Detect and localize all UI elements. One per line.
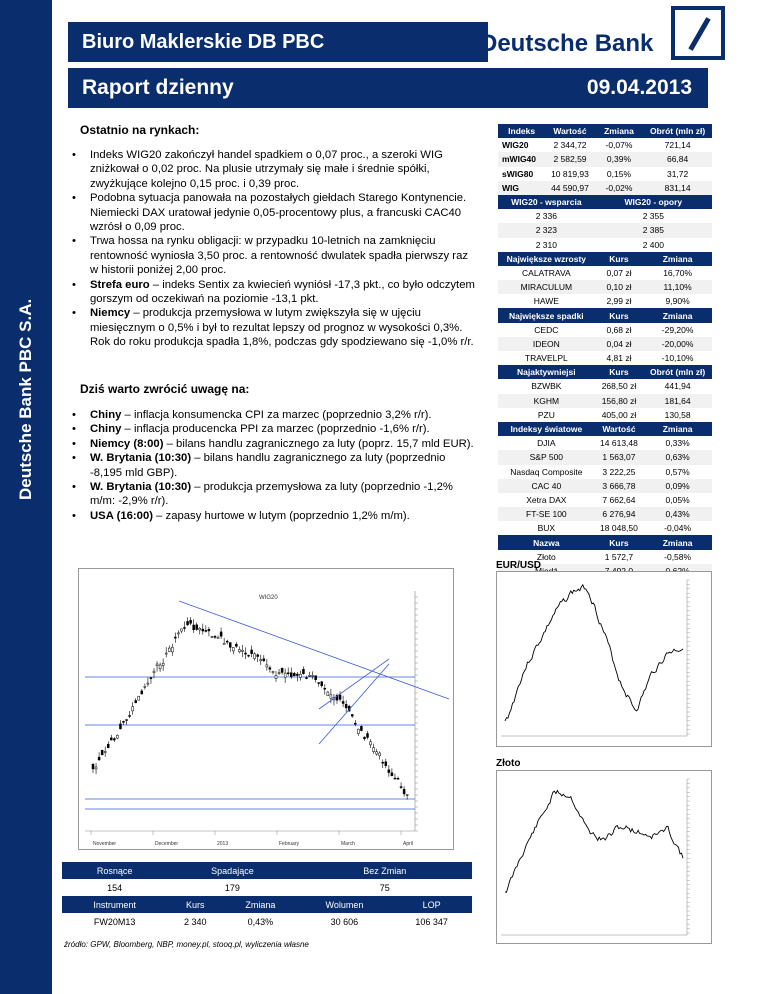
world-index-cell: DJIA (537, 438, 556, 449)
gainer-cell: MIRACULUM (498, 280, 595, 294)
candle-body (302, 669, 304, 673)
candle-body (98, 757, 100, 760)
world-index-cell: 3 222,25 (602, 466, 636, 477)
candle-body (278, 673, 280, 674)
index-cell: 0,39% (595, 152, 644, 166)
today-item: • Chiny – inflacja producencka PPI za marzec (poprzednio -1,6% r/r). (78, 422, 478, 436)
index-cell: 31,72 (666, 168, 689, 179)
candle-body (287, 673, 289, 674)
company-header (68, 22, 488, 62)
candle-body (147, 683, 149, 684)
table-header: Zmiana (643, 535, 712, 549)
markets-heading: Ostatnio na rynkach: (80, 123, 200, 137)
world-index-cell: CAC 40 (498, 479, 595, 493)
candle-body (101, 750, 103, 755)
candle-body (141, 691, 143, 694)
world-index-cell: 3 666,78 (595, 479, 644, 493)
futures-value: FW20M13 (93, 916, 136, 927)
candle-body (281, 668, 283, 672)
gainer-cell: 0,10 zł (595, 280, 644, 294)
month-label: February (279, 841, 300, 847)
candle-body (238, 650, 240, 652)
commodity-cell: -0,58% (664, 551, 692, 562)
world-index-cell: 0,09% (643, 479, 712, 493)
futures-header: Instrument (62, 896, 167, 913)
month-label: 2013 (217, 841, 229, 847)
active-cell: PZU (537, 409, 555, 420)
gainer-cell: 2,99 zł (606, 296, 632, 307)
candle-body (388, 770, 390, 773)
candle-body (126, 720, 128, 721)
candle-body (153, 671, 155, 673)
table-header: Zmiana (643, 308, 712, 322)
candle-body (382, 762, 384, 763)
table-header: Wartość (545, 124, 594, 138)
candle-body (296, 674, 298, 675)
candle-body (113, 739, 115, 740)
candle-body (299, 674, 301, 677)
market-bullet: • Strefa euro – indeks Sentix za kwiecień wyniósł -17,3 pkt., co było odczytem gorszym od oczekiwań na poziomie -13,1 pkt. (78, 278, 478, 307)
active-cell: 405,00 zł (601, 409, 637, 420)
candle-body (260, 659, 262, 660)
futures-header: Kurs (167, 896, 223, 913)
candle-body (345, 704, 347, 708)
candle-body (220, 632, 222, 636)
futures-header: Zmiana (223, 896, 297, 913)
table-header: Największe wzrosty (498, 252, 595, 266)
candle-body (312, 675, 314, 676)
candle-body (306, 678, 308, 679)
candle-body (370, 742, 372, 745)
candle-body (232, 647, 234, 651)
world-index-cell: 0,57% (665, 466, 690, 477)
candle-body (190, 620, 192, 623)
candle-body (254, 654, 256, 659)
candle-body (391, 773, 393, 776)
candle-body (123, 721, 125, 722)
loser-cell: 4,81 zł (606, 353, 632, 364)
market-bullet: • Indeks WIG20 zakończył handel spadkiem o 0,07 proc., a szeroki WIG zniżkował o 0,02 proc. Na plusie utrzymały się małe i średnie spółki, zwyżkujące kolejno 0,15 proc. i 0,39 proc. (78, 148, 478, 191)
trend-line (319, 664, 389, 744)
side-label: Deutsche Bank PBC S.A. (16, 298, 35, 500)
index-cell: 2 582,59 (545, 152, 594, 166)
futures-value: 0,43% (247, 916, 274, 927)
index-cell: 44 590,97 (545, 181, 594, 195)
futures-value: 2 340 (184, 916, 207, 927)
table-header: WIG20 - opory (595, 195, 712, 209)
active-cell: 156,80 zł (595, 394, 644, 408)
active-cell: BZWBK (531, 381, 562, 392)
table-header: Nazwa (498, 535, 595, 549)
world-index-cell: Xetra DAX (526, 494, 567, 505)
world-index-cell: FT-SE 100 (498, 507, 595, 521)
candle-body (269, 668, 271, 670)
candle-body (330, 695, 332, 698)
candle-body (205, 630, 207, 631)
candle-body (226, 641, 228, 642)
index-cell: 0,15% (606, 168, 632, 179)
loser-cell: 0,04 zł (595, 337, 644, 351)
zloto-label: Złoto (496, 758, 521, 769)
candle-body (315, 676, 317, 680)
eurusd-chart (496, 571, 712, 747)
candle-body (272, 672, 274, 673)
wig20-candlestick-chart (79, 569, 455, 851)
markets-bullet-list (78, 148, 478, 350)
candle-body (284, 673, 286, 677)
candle-body (162, 663, 164, 665)
candle-body (95, 767, 97, 769)
active-cell: 441,94 (664, 381, 691, 392)
table-header: Najaktywniejsi (498, 365, 595, 379)
candle-body (92, 764, 94, 769)
loser-cell: -29,20% (661, 324, 694, 335)
index-cell: 66,84 (643, 152, 712, 166)
candle-body (351, 714, 353, 716)
candle-body (208, 629, 210, 631)
candle-body (266, 665, 268, 667)
candle-body (363, 737, 365, 739)
stat-header: Rosnące (62, 862, 167, 879)
index-cell: -0,02% (595, 181, 644, 195)
month-label: December (155, 841, 179, 847)
active-cell: KGHM (498, 394, 595, 408)
candle-body (357, 729, 359, 733)
stat-header: Spadające (167, 862, 297, 879)
loser-cell: -10,10% (661, 353, 694, 364)
candle-body (251, 650, 253, 654)
candle-body (211, 636, 213, 637)
company-name: Biuro Maklerskie DB PBC (82, 31, 325, 53)
today-item: • W. Brytania (10:30) – produkcja przemysłowa za luty (poprzednio -1,2% m/m: -2,9% r/r). (78, 480, 478, 509)
market-data-table (498, 124, 712, 635)
support-cell: 2 400 (642, 239, 664, 250)
candle-body (116, 735, 118, 738)
candle-body (376, 752, 378, 754)
active-cell: 268,50 zł (601, 381, 637, 392)
gainer-cell: 0,07 zł (606, 267, 632, 278)
candle-body (406, 794, 408, 795)
month-label: November (93, 841, 117, 847)
candle-body (193, 625, 195, 630)
stat-value: 179 (224, 882, 240, 893)
candle-body (400, 787, 402, 788)
month-label: March (341, 841, 355, 847)
market-bullet: • Niemcy – produkcja przemysłowa w lutym zwiększyła się w ujęciu miesięcznym o 0,5% i był to rezultat lepszy od prognoz w wysokości 0,3%. Rok do roku produkcja spadła 1,8%, podczas gdy spodziewano się -1,0% r/r. (78, 306, 478, 349)
candle-body (241, 650, 243, 651)
gainer-cell: HAWE (533, 296, 559, 307)
world-index-cell: 0,43% (643, 507, 712, 521)
candle-body (107, 744, 109, 748)
gainer-cell: 16,70% (663, 267, 693, 278)
candle-body (214, 636, 216, 637)
candle-body (110, 738, 112, 740)
table-header: Kurs (595, 535, 644, 549)
index-cell: WIG20 (502, 140, 529, 151)
active-cell: 181,64 (643, 394, 712, 408)
index-cell: -0,07% (605, 140, 633, 151)
candle-body (168, 648, 170, 651)
candle-body (360, 726, 362, 730)
gainer-cell: 11,10% (643, 280, 712, 294)
price-line (505, 585, 683, 721)
today-item: • Niemcy (8:00) – bilans handlu zagranicznego za luty (poprz. 15,7 mld EUR). (78, 437, 478, 451)
table-header: Obrót (mln zł) (643, 365, 712, 379)
candle-body (339, 695, 341, 699)
today-item: • Chiny – inflacja konsumencka CPI za marzec (poprzednio 3,2% r/r). (78, 408, 478, 422)
world-index-cell: 18 048,50 (600, 523, 638, 534)
index-cell: 721,14 (664, 140, 691, 151)
candle-body (223, 643, 225, 644)
candle-body (135, 700, 137, 702)
world-index-cell: 0,33% (665, 438, 690, 449)
candle-body (129, 715, 131, 716)
table-header: Zmiana (643, 252, 712, 266)
report-title-bar (68, 68, 708, 108)
candle-body (184, 627, 186, 628)
candle-body (248, 655, 250, 656)
world-index-cell: 0,05% (665, 494, 690, 505)
world-index-cell: BUX (537, 523, 556, 534)
today-heading: Dziś warto zwrócić uwagę na: (80, 382, 250, 396)
world-index-cell: 6 276,94 (595, 507, 644, 521)
side-bar (0, 0, 52, 994)
table-header: Kurs (595, 365, 644, 379)
zloto-chart (496, 770, 712, 944)
table-header: WIG20 - wsparcia (498, 195, 595, 209)
index-cell: sWIG80 (502, 168, 534, 179)
candle-body (144, 686, 146, 687)
candle-body (196, 625, 198, 630)
loser-cell: CEDC (534, 324, 559, 335)
active-cell: 130,58 (664, 409, 691, 420)
table-header: Indeksy światowe (498, 422, 595, 436)
world-index-cell: 14 613,48 (600, 438, 638, 449)
brand-name: Deutsche Bank (480, 30, 654, 57)
candle-body (327, 692, 329, 696)
today-item: • W. Brytania (10:30) – bilans handlu zagranicznego za luty (poprzednio -8,195 mld GBP). (78, 451, 478, 480)
futures-value: 106 347 (415, 916, 448, 927)
candle-body (290, 673, 292, 677)
candle-body (229, 643, 231, 648)
candle-body (165, 653, 167, 654)
support-cell: 2 323 (498, 223, 595, 237)
futures-header: Wolumen (298, 896, 392, 913)
candle-body (156, 664, 158, 666)
world-index-cell: 0,63% (643, 450, 712, 464)
world-index-cell: -0,04% (664, 523, 692, 534)
world-index-cell: 7 662,64 (602, 494, 636, 505)
world-index-cell: S&P 500 (498, 450, 595, 464)
candle-body (257, 655, 259, 657)
table-header: Największe spadki (498, 308, 595, 322)
session-stats-table (62, 862, 472, 930)
commodity-cell: Złoto (536, 551, 556, 562)
zloto-line-chart (497, 771, 713, 945)
candle-body (263, 659, 265, 661)
candle-body (150, 678, 152, 679)
table-header: Indeks (498, 124, 545, 138)
commodity-cell: 1 572,7 (604, 551, 634, 562)
candle-body (217, 637, 219, 638)
price-line (505, 791, 683, 893)
candle-body (174, 637, 176, 638)
index-cell: 2 344,72 (553, 140, 587, 151)
candle-body (321, 682, 323, 686)
candle-body (342, 701, 344, 703)
market-bullet: • Podobna sytuacja panowała na pozostałych giełdach Starego Kontynencie. Niemiecki DAX uratował jedynie 0,05-procentowy plus, a francuski CAC40 wzrósł o 0,09 proc. (78, 191, 478, 234)
index-cell: 10 819,93 (551, 168, 589, 179)
support-cell: 2 336 (535, 211, 557, 222)
report-date: 09.04.2013 (586, 76, 692, 99)
gainer-cell: CALATRAVA (522, 267, 571, 278)
candle-body (119, 724, 121, 729)
table-header: Kurs (595, 308, 644, 322)
candle-body (199, 628, 201, 630)
loser-cell: IDEON (498, 337, 595, 351)
market-bullet: • Trwa hossa na rynku obligacji: w przypadku 10-letnich na zamknięciu rentowność wyniosła 3,50 proc. a rentowność dwulatek spadła pierwszy raz w historii poniżej 2,00 proc. (78, 234, 478, 277)
candle-body (354, 723, 356, 724)
report-title: Raport dzienny (82, 76, 234, 99)
candle-body (202, 629, 204, 631)
support-cell: 2 310 (535, 239, 557, 250)
loser-cell: 0,68 zł (606, 324, 632, 335)
chart-title: WIG20 (259, 595, 278, 601)
candle-body (318, 683, 320, 684)
table-header: Zmiana (595, 124, 644, 138)
source-note: źródło: GPW, Bloomberg, NBP, money.pl, stooq.pl, wyliczenia własne (64, 940, 309, 949)
candle-body (171, 647, 173, 652)
candle-body (367, 733, 369, 737)
stat-value: 75 (379, 882, 390, 893)
candle-body (104, 751, 106, 752)
eurusd-label: EUR/USD (496, 560, 542, 571)
support-cell: 2 355 (642, 211, 664, 222)
candle-body (187, 621, 189, 624)
table-header: Kurs (595, 252, 644, 266)
candle-body (403, 789, 405, 794)
loser-cell: -20,00% (643, 337, 712, 351)
index-cell: 831,14 (643, 181, 712, 195)
eurusd-line-chart (497, 572, 713, 748)
candle-body (324, 688, 326, 689)
futures-header: LOP (391, 896, 472, 913)
candle-body (397, 778, 399, 779)
trend-line (179, 601, 449, 699)
futures-value: 30 606 (330, 916, 359, 927)
table-header: Obrót (mln zł) (643, 124, 712, 138)
stat-header: Bez Zmian (298, 862, 472, 879)
world-index-cell: 1 563,07 (595, 450, 644, 464)
gainer-cell: 9,90% (665, 296, 690, 307)
candle-body (309, 675, 311, 676)
candle-body (180, 629, 182, 631)
candle-body (293, 673, 295, 676)
table-header: Zmiana (643, 422, 712, 436)
candle-body (245, 653, 247, 654)
today-bullet-list (78, 408, 478, 523)
month-label: April (403, 841, 414, 847)
today-item: • USA (16:00) – zapasy hurtowe w lutym (poprzednio 1,2% m/m). (78, 509, 478, 523)
candle-body (132, 707, 134, 711)
trend-line (319, 659, 389, 709)
candle-body (177, 633, 179, 634)
loser-cell: TRAVELPL (524, 353, 568, 364)
index-cell: mWIG40 (498, 152, 545, 166)
wig20-chart (78, 568, 454, 850)
stat-value: 154 (107, 882, 123, 893)
deutsche-bank-logo-icon (671, 6, 725, 60)
candle-body (138, 696, 140, 700)
candle-body (385, 762, 387, 766)
candle-body (159, 665, 161, 669)
candle-body (275, 675, 277, 678)
candle-body (373, 748, 375, 752)
table-header: Wartość (595, 422, 644, 436)
index-cell: WIG (498, 181, 545, 195)
support-cell: 2 385 (595, 223, 712, 237)
candle-body (379, 753, 381, 756)
candle-body (235, 644, 237, 646)
candle-body (394, 778, 396, 779)
world-index-cell: Nasdaq Composite (510, 466, 583, 477)
